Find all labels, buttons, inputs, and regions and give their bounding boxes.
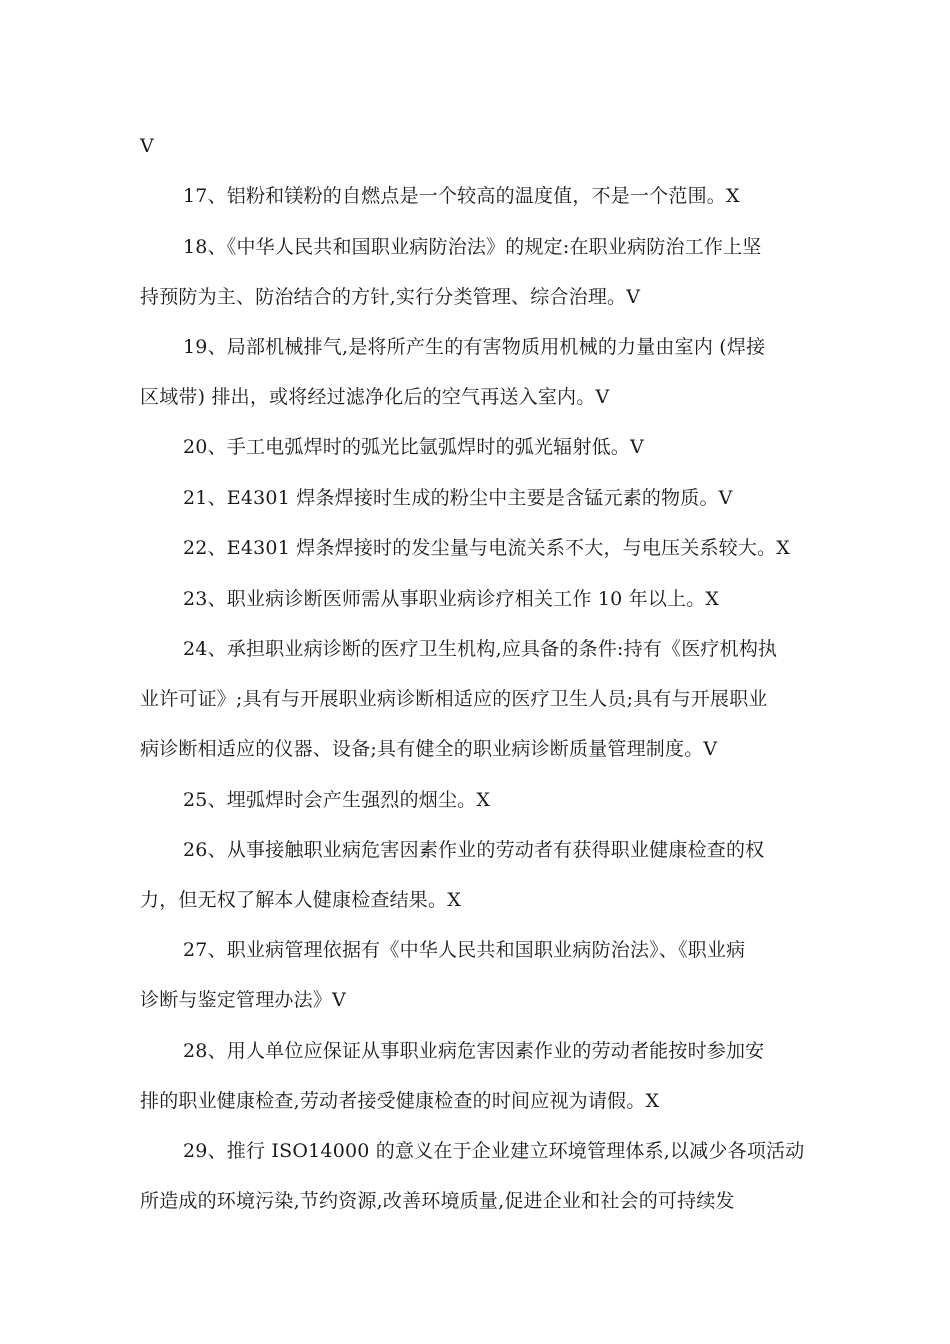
question-19-cont: 区域带) 排出，或将经过滤净化后的空气再送入室内。V [140, 386, 610, 408]
question-26-cont: 力，但无权了解本人健康检查结果。X [140, 889, 461, 911]
question-18: 18、《中华人民共和国职业病防治法》的规定:在职业病防治工作上坚 [183, 236, 762, 258]
question-23: 23、职业病诊断医师需从事职业病诊疗相关工作 10 年以上。X [183, 588, 720, 610]
question-22: 22、E4301 焊条焊接时的发尘量与电流关系不大，与电压关系较大。X [183, 537, 790, 559]
answer-line: V [140, 135, 154, 157]
question-28: 28、用人单位应保证从事职业病危害因素作业的劳动者能按时参加安 [183, 1040, 765, 1062]
question-27: 27、职业病管理依据有《中华人民共和国职业病防治法》、《职业病 [183, 939, 746, 961]
question-25: 25、埋弧焊时会产生强烈的烟尘。X [183, 789, 491, 811]
question-24: 24、承担职业病诊断的医疗卫生机构,应具备的条件:持有《医疗机构执 [183, 638, 778, 660]
question-29: 29、推行 ISO14000 的意义在于企业建立环境管理体系,以减少各项活动 [183, 1140, 805, 1162]
question-17: 17、铝粉和镁粉的自燃点是一个较高的温度值，不是一个范围。X [183, 185, 740, 207]
question-24-cont-2: 病诊断相适应的仪器、设备;具有健全的职业病诊断质量管理制度。V [140, 738, 718, 760]
question-21: 21、E4301 焊条焊接时生成的粉尘中主要是含锰元素的物质。V [183, 487, 733, 509]
question-19: 19、局部机械排气,是将所产生的有害物质用机械的力量由室内 (焊接 [183, 336, 766, 358]
question-26: 26、从事接触职业病危害因素作业的劳动者有获得职业健康检查的权 [183, 839, 765, 861]
question-20: 20、手工电弧焊时的弧光比氩弧焊时的弧光辐射低。V [183, 436, 644, 458]
question-27-cont: 诊断与鉴定管理办法》V [140, 989, 346, 1011]
question-29-cont: 所造成的环境污染,节约资源,改善环境质量,促进企业和社会的可持续发 [140, 1190, 735, 1212]
question-24-cont-1: 业许可证》;具有与开展职业病诊断相适应的医疗卫生人员;具有与开展职业 [140, 688, 768, 710]
question-28-cont: 排的职业健康检查,劳动者接受健康检查的时间应视为请假。X [140, 1090, 660, 1112]
question-18-cont: 持预防为主、防治结合的方针,实行分类管理、综合治理。V [140, 286, 641, 308]
